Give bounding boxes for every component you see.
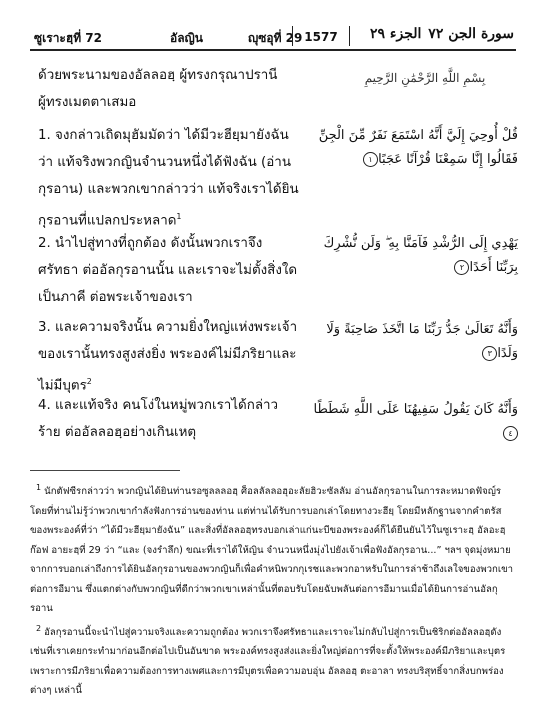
basmala-arabic: بِسْمِ اللَّهِ الرَّحْمَٰنِ الرَّحِيمِ: [364, 71, 486, 85]
ayah-number-mark: ٣: [482, 346, 497, 361]
ayah-number-mark: ٤: [503, 426, 518, 441]
header-surah-th: ซูเราะฮฺที่ 72: [34, 31, 102, 45]
verse-1-translation: 1. จงกล่าวเถิดมุฮัมมัดว่า ได้มีวะฮียฺมายังฉัน ว่า แท้จริงพวกญินจำนวนหนึ่งได้ฟังฉัน (อ่าน กุรอาน) และพวกเขากล่าวว่า แท้จริงเราได้ยิน กุรอานที่แปลกประหลาด$^1$: [38, 128, 299, 229]
header-juz-th: ญุซอุที่ 29: [248, 31, 303, 45]
ayah-number-mark: ٢: [454, 260, 469, 275]
footnotes: [30, 478, 516, 701]
verse-2-arabic: يَهْدِي إِلَى الرُّشْدِ فَآمَنَّا بِهِ ۖ وَلَن نُّشْرِكَ بِرَبِّنَا أَحَدًا٢: [323, 236, 518, 275]
verse-2-translation: 2. นำไปสู่ทางที่ถูกต้อง ดังนั้นพวกเราจึงศรัทธา ต่ออัลกุรอานนั้น และเราจะไม่ตั้งสิ่งใดเป็นภาคี ต่อพระเจ้าของเรา: [38, 236, 298, 305]
page-header: [30, 26, 516, 50]
verse-3-arabic: وَأَنَّهُ تَعَالَىٰ جَدُّ رَبِّنَا مَا اتَّخَذَ صَاحِبَةً وَلَا وَلَدًا٣: [326, 322, 518, 361]
header-rule: [30, 49, 516, 51]
page-number: 1577: [292, 26, 350, 46]
footnote-separator: [30, 470, 180, 471]
header-surah-name: อัลญิน: [170, 31, 203, 45]
verse-4-translation: 4. และแท้จริง คนโง่ในหมู่พวกเราได้กล่าวร้าย ต่ออัลลอฮฺอย่างเกินเหตุ: [38, 398, 279, 440]
footnote-ref-1: 1: [176, 212, 182, 221]
ayah-number-mark: ١: [363, 152, 378, 167]
verse-1-arabic: قُلْ أُوحِيَ إِلَيَّ أَنَّهُ اسْتَمَعَ نَفَرٌ مِّنَ الْجِنِّ فَقَالُوا إِنَّا سَمِعْنَا قُرْآنًا عَجَبًا١: [318, 128, 518, 167]
footnote-1: $^1$ นักตัฟซีรกล่าวว่า พวกญินได้ยินท่านรอซูลลลอฮฺ ศ็อลลัลลอฮุอะลัยฮิวะซัลลัม อ่านอัลกุรอานในการละหมาดฟัจญ์รโดยที่ท่านไม่รู้ว่าพวกเขากำลังฟังการอ่านของท่าน แต่ท่านได้รับการบอกเล่าโดยทางวะฮียฺ โดยมีหลักฐานจากคำตรัสของพระองค์ที่ว่า “ได้มีวะฮียฺมายังฉัน” และสิ่งที่อัลลอฮฺทรงบอกเล่าแก่นะบีของพระองค์ก็ได้ยืนยันไว้ในซูเราะฮฺ อัลอะฮฺก๊อฟ อายะฮฺที่ 29 ว่า “และ (จงรำลึก) ขณะที่เราได้ให้ญิน จำนวนหนึ่งมุ่งไปยังเจ้าเพื่อฟังอัลกุรอาน...” ฯลฯ จุดมุ่งหมายจากการบอกเล่าถึงการได้ยินอัลกุรอานของพวกญินก็เพื่อคำหนิพวกกุเรชและพวกอาหรับในการล่าช้าถึงเลใจของพวกเขาต่อการอีมาน ซึ่งแตกต่างกับพวกญินที่ดีกว่าพวกเขาเหล่านั้นที่ตอบรับโดยฉับพลันต่อการอีมานเมื่อได้ยินการอ่านอัลกุรอาน: [30, 483, 514, 615]
header-surah-ar: سورة الجن ٧٢: [428, 26, 514, 42]
footnote-ref-2: 2: [86, 377, 92, 386]
verse-3-translation: 3. และความจริงนั้น ความยิ่งใหญ่แห่งพระเจ้า ของเรานั้นทรงสูงส่งยิ่ง พระองค์ไม่มีภริยาและ ไม่มีบุตร$^2$: [38, 320, 298, 394]
footnote-2: $^2$ อัลกุรอานนี้จะนำไปสู่ความจริงและความถูกต้อง พวกเราจึงศรัทธาและเราจะไม่กลับไปสู่การเป็นชิริกต่ออัลลอฮฺดังเช่นที่เราเคยกระทำมาก่อนอีกต่อไปเป็นอันขาด พระองค์ทรงสูงส่งและยิ่งใหญ่ต่อการที่จะตั้งให้พระองค์มีภริยาและบุตร เพราะการมีภริยาเพื่อความต้องการทางเพศและการมีบุตรเพื่อความอบอุ่น อัลลอฮฺ ตะอาลา ทรงบริสุทธิ์จากสิ่งบกพร่องต่างๆ เหล่านี้: [30, 623, 506, 697]
verse-4-arabic: وَأَنَّهُ كَانَ يَقُولُ سَفِيهُنَا عَلَى اللَّهِ شَطَطًا٤: [310, 398, 518, 446]
header-juz-ar: الجزء ٢٩: [370, 26, 422, 42]
basmala-translation: ด้วยพระนามของอัลลอฮฺ ผู้ทรงกรุณาปรานี ผู้ทรงเมตตาเสมอ: [38, 68, 278, 110]
